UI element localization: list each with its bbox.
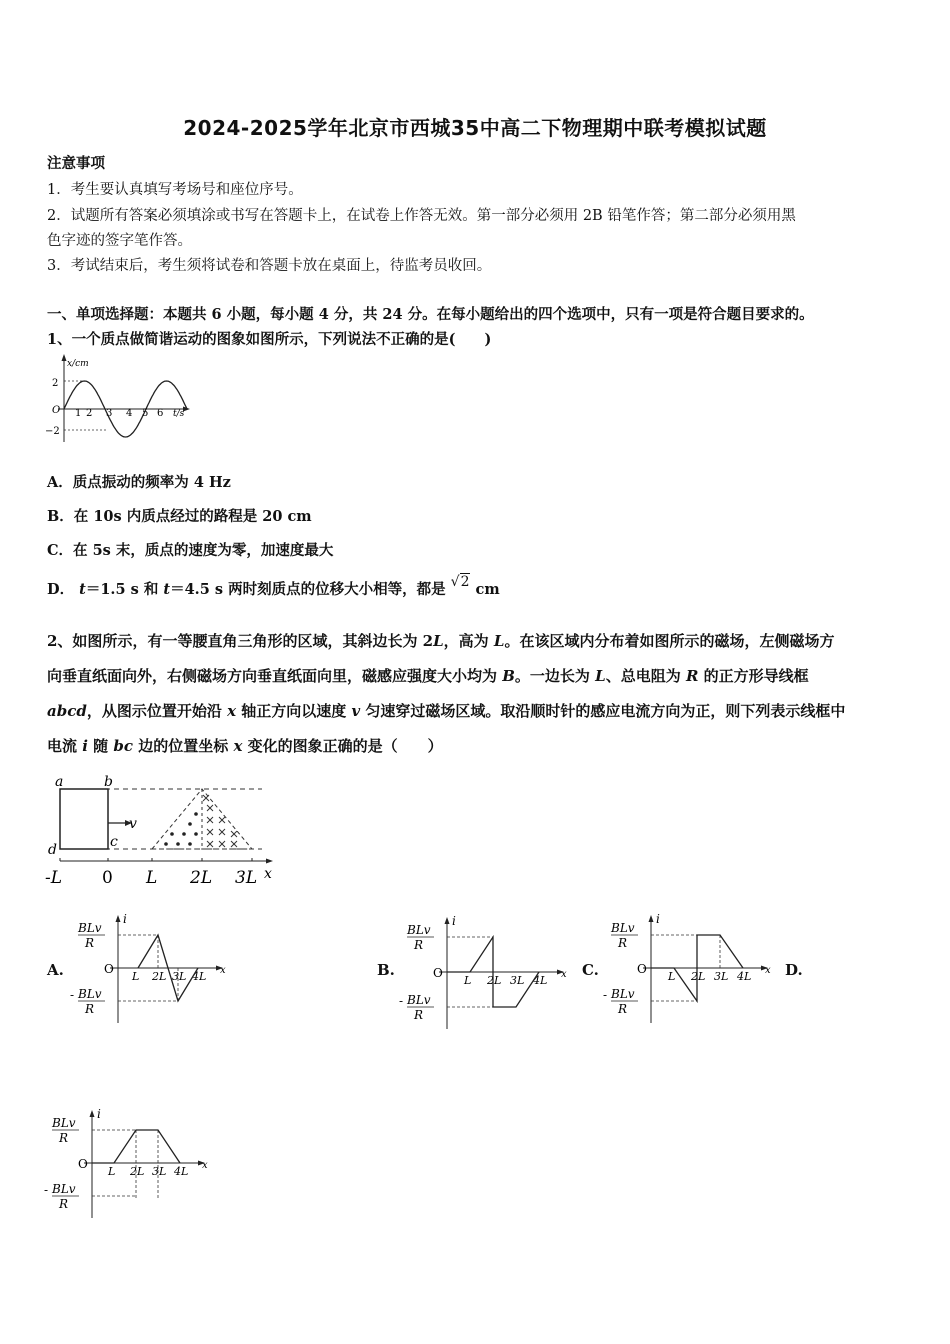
q1-option-a: [47, 471, 231, 492]
origin-label: O: [52, 405, 61, 416]
neg-numerator: BLv: [611, 987, 635, 1001]
field-cross: [207, 841, 213, 847]
q2-field-figure: [40, 772, 280, 892]
field-cross: [231, 831, 237, 837]
i-label: i: [452, 914, 456, 928]
q2-option-b-label: B.: [377, 961, 395, 979]
x-label: x: [220, 965, 226, 976]
i-axis-arrow: [90, 1110, 95, 1117]
origin-label: O: [637, 962, 647, 976]
i-label: i: [123, 912, 127, 926]
q2-graph-b: [400, 912, 565, 1027]
note-3: 3．考试结束后，考生须将试卷和答题卡放在桌面上，待监考员收回。: [47, 258, 492, 274]
field-dot: [188, 822, 192, 826]
page-title: 2024-2025学年北京市西城35中高二下物理期中联考模拟试题: [183, 116, 767, 140]
velocity-label: v: [129, 816, 137, 832]
pos-numerator: BLv: [407, 923, 431, 937]
q2-text: 、总电阻为: [605, 667, 686, 685]
q1-option-d: [47, 574, 500, 599]
field-dot: [176, 842, 180, 846]
pos-denominator: R: [414, 938, 424, 952]
x-tick: L: [132, 970, 140, 983]
pos-denominator: R: [618, 936, 628, 950]
neg-denominator: R: [414, 1008, 424, 1022]
var-x: x: [233, 737, 243, 755]
option-label: C．: [47, 542, 74, 559]
corner-d: d: [48, 842, 57, 858]
neg-numerator: BLv: [78, 987, 102, 1001]
q2-graph-c: [603, 910, 783, 1025]
neg-sign: -: [70, 988, 75, 1002]
notes-heading: 注意事项: [47, 155, 105, 172]
x-label: x: [561, 969, 567, 980]
x-tick-6: 6: [157, 408, 164, 419]
x-tick: 2L: [152, 970, 167, 983]
x-tick: L: [108, 1165, 116, 1178]
field-cross: [203, 795, 209, 801]
sqrt-expression: √2: [450, 574, 470, 590]
x-label: x: [765, 965, 771, 976]
neg-denominator: R: [618, 1002, 628, 1016]
q2-text: 向垂直纸面向外，右侧磁场方向垂直纸面向里，磁感应强度大小均为: [47, 667, 503, 685]
field-dot: [194, 812, 198, 816]
x-tick: 4L: [533, 974, 548, 987]
x-tick-4: 4: [126, 408, 133, 419]
q2-option-a-label: A.: [47, 961, 64, 979]
neg-sign: -: [603, 988, 608, 1002]
q2-text: 变化的图象正确的是（ ）: [242, 737, 443, 755]
q2-option-c-label: C.: [582, 961, 599, 979]
field-cross: [219, 841, 225, 847]
note-2-cont: 色字迹的签字笔作答。: [47, 233, 192, 249]
q2-option-d-label: D.: [785, 961, 803, 979]
corner-b: b: [104, 774, 113, 790]
q2-text: ，从图示位置开始沿: [86, 702, 228, 720]
var-x: x: [227, 702, 237, 720]
q2-text: 匀速穿过磁场区域。取沿顺时针的感应电流方向为正，则下列表示线框中: [360, 702, 846, 720]
x-axis-arrow: [266, 859, 273, 864]
field-cross: [231, 841, 237, 847]
q2-text: 的正方形导线框: [698, 667, 809, 685]
x-label: x: [202, 1160, 208, 1171]
pos-denominator: R: [59, 1131, 69, 1145]
field-in-crosses: [203, 795, 237, 847]
neg-sign: -: [44, 1183, 49, 1197]
option-text: 在 10s 内质点经过的路程是 20 cm: [73, 508, 312, 525]
x-tick-0: 0: [102, 868, 113, 888]
option-text-2: ＝4.5 s 两时刻质点的位移大小相等，都是: [170, 581, 446, 598]
i-label: i: [97, 1107, 101, 1121]
note-2: 2．试题所有答案必须填涂或书写在答题卡上，在试卷上作答无效。第一部分必须用 2B 铅笔作答；第二部分必须用黑: [47, 208, 796, 224]
pos-denominator: R: [85, 936, 95, 950]
var-L: L: [595, 667, 606, 685]
neg-denominator: R: [59, 1197, 69, 1211]
x-tick: 4L: [737, 970, 752, 983]
note-1: 1．考生要认真填写考场号和座位序号。: [47, 182, 303, 198]
option-text-1: ＝1.5 s 和: [85, 581, 164, 598]
x-tick-2L: 2L: [190, 868, 213, 888]
q2-stem: [47, 624, 907, 764]
var-bc: bc: [113, 737, 134, 755]
var-t: t: [79, 581, 86, 598]
var-v: v: [351, 702, 361, 720]
q2-text: 随: [87, 737, 114, 755]
y-axis-label: x/cm: [67, 359, 89, 369]
x-tick-3: 3: [106, 408, 113, 419]
q2-text: 边的位置坐标: [133, 737, 234, 755]
x-tick: 4L: [174, 1165, 189, 1178]
option-label: D．: [47, 581, 75, 598]
var-t: t: [163, 581, 171, 598]
var-abcd: abcd: [47, 702, 87, 720]
y-axis-arrow: [62, 354, 67, 361]
field-cross: [219, 829, 225, 835]
x-tick-5: 5: [142, 408, 149, 419]
q2-text: 电流: [47, 737, 83, 755]
x-tick: 2L: [130, 1165, 145, 1178]
corner-a: a: [55, 774, 64, 790]
field-out-dots: [164, 812, 198, 846]
var-i: i: [82, 737, 88, 755]
field-cross: [207, 817, 213, 823]
i-label: i: [656, 912, 660, 926]
pos-numerator: BLv: [78, 921, 102, 935]
field-cross: [207, 805, 213, 811]
y-tick-neg2: −2: [45, 426, 60, 437]
corner-c: c: [110, 834, 118, 850]
field-dot: [194, 832, 198, 836]
x-tick: 3L: [152, 1165, 167, 1178]
var-R: R: [685, 667, 699, 685]
x-tick: L: [668, 970, 676, 983]
x-tick-negL: -L: [45, 868, 63, 888]
y-tick-2: 2: [52, 378, 59, 389]
i-axis-arrow: [116, 915, 121, 922]
q2-graph-d: [46, 1105, 216, 1220]
x-tick: 3L: [714, 970, 729, 983]
x-tick-2: 2: [86, 408, 93, 419]
origin-label: O: [78, 1157, 88, 1171]
x-tick: 2L: [487, 974, 502, 987]
var-L: L: [493, 632, 505, 650]
option-label: B．: [47, 508, 74, 525]
q1-stem: 1、一个质点做简谐运动的图象如图所示，下列说法不正确的是( ): [47, 331, 492, 348]
option-text: 在 5s 末，质点的速度为零，加速度最大: [73, 542, 334, 559]
field-dot: [170, 832, 174, 836]
option-label: A．: [47, 474, 73, 491]
option-text: 质点振动的频率为 4 Hz: [72, 474, 231, 491]
q2-text: 。在该区域内分布着如图所示的磁场，左侧磁场方: [504, 632, 835, 650]
q2-text: 轴正方向以速度: [236, 702, 352, 720]
q1-option-c: [47, 539, 333, 560]
x-tick-3L: 3L: [235, 868, 258, 888]
x-tick-L: L: [146, 868, 158, 888]
var-B: B: [502, 667, 515, 685]
var-L: L: [433, 632, 444, 650]
neg-denominator: R: [85, 1002, 95, 1016]
neg-numerator: BLv: [52, 1182, 76, 1196]
x-axis-label: t/s: [173, 409, 185, 419]
x-tick: 3L: [172, 970, 187, 983]
x-tick: 4L: [192, 970, 207, 983]
q2-text: 2、如图所示，有一等腰直角三角形的区域，其斜边长为 2: [47, 632, 434, 650]
section-heading: 一、单项选择题：本题共 6 小题，每小题 4 分，共 24 分。在每小题给出的四个选项中，只有一项是符合题目要求的。: [47, 306, 814, 323]
origin-label: O: [104, 962, 114, 976]
field-cross: [219, 817, 225, 823]
q2-text: ，高为: [443, 632, 494, 650]
field-cross: [207, 829, 213, 835]
i-axis-arrow: [445, 917, 450, 924]
x-tick: 3L: [510, 974, 525, 987]
field-dot: [164, 842, 168, 846]
field-dot: [182, 832, 186, 836]
pos-numerator: BLv: [611, 921, 635, 935]
unit: cm: [475, 581, 500, 598]
field-dot: [188, 842, 192, 846]
i-axis-arrow: [649, 915, 654, 922]
origin-label: O: [433, 966, 443, 980]
q1-shm-graph: [44, 350, 194, 445]
neg-numerator: BLv: [407, 993, 431, 1007]
x-tick: 2L: [691, 970, 706, 983]
q1-option-b: [47, 505, 312, 526]
x-axis-label: x: [264, 866, 272, 882]
sqrt-value: 2: [460, 574, 470, 590]
x-tick: L: [464, 974, 472, 987]
q2-text: 。一边长为: [514, 667, 596, 685]
x-tick-1: 1: [75, 408, 82, 419]
q2-graph-a: [68, 910, 228, 1025]
wire-frame: [60, 789, 108, 849]
pos-numerator: BLv: [52, 1116, 76, 1130]
neg-sign: -: [399, 994, 404, 1008]
